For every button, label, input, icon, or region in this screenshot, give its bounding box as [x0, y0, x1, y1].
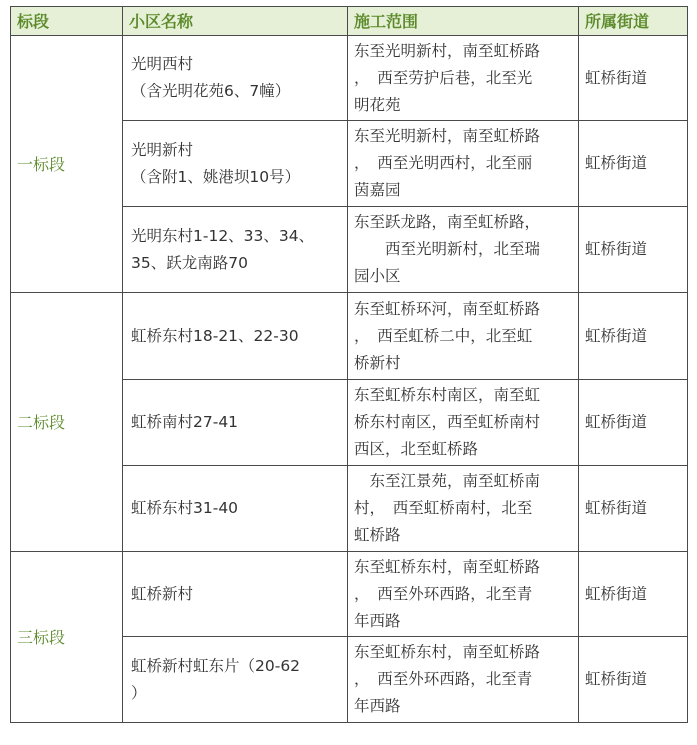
community-line: 虹桥南村27-41 [131, 413, 239, 431]
range-line: 东至光明新村，南至虹桥路 [354, 127, 541, 145]
header-range: 施工范围 [348, 7, 579, 36]
range-line: 明花苑 [354, 95, 401, 114]
range-cell [348, 380, 579, 466]
range-cell [348, 36, 579, 121]
range-line: ， 西至外环西路，北至青 [354, 584, 533, 603]
community-cell [123, 380, 348, 466]
header-community: 小区名称 [123, 7, 348, 36]
street-cell: 虹桥街道 [579, 121, 688, 207]
range-line: 西至光明新村，北至瑞 [354, 240, 541, 258]
header-row [11, 7, 688, 36]
community-line: ） [131, 683, 147, 702]
community-line: 光明西村 [131, 55, 194, 73]
range-cell [348, 293, 579, 380]
table-row [11, 552, 688, 637]
range-cell [348, 207, 579, 293]
range-line: 虹桥路 [354, 526, 401, 544]
segment-cell: 二标段 [11, 293, 123, 552]
range-line: ， 西至劳护后巷，北至光 [354, 68, 533, 87]
community-cell [123, 466, 348, 552]
community-line: （含光明花苑6、7幢） [131, 82, 291, 100]
header-street: 所属街道 [579, 7, 688, 36]
range-line: 年西路 [354, 611, 401, 630]
street-cell: 虹桥街道 [579, 637, 688, 723]
community-line: 光明新村 [131, 140, 194, 159]
range-line: ， 西至外环西路，北至青 [354, 670, 533, 688]
header-segment: 标段 [11, 7, 123, 36]
street-cell: 虹桥街道 [579, 293, 688, 380]
range-line: 茵嘉园 [354, 181, 401, 199]
range-line: 东至虹桥东村，南至虹桥路 [354, 643, 541, 661]
community-line: 虹桥东村31-40 [131, 499, 239, 517]
community-line: （含附1、姚港坝10号） [131, 167, 301, 186]
street-cell: 虹桥街道 [579, 380, 688, 466]
table-row [11, 36, 688, 121]
community-line: 虹桥东村18-21、22-30 [131, 326, 299, 345]
range-line: 桥新村 [354, 353, 401, 372]
range-cell [348, 466, 579, 552]
community-cell [123, 36, 348, 121]
street-cell: 虹桥街道 [579, 466, 688, 552]
range-line: 村， 西至虹桥南村，北至 [354, 499, 533, 517]
range-cell [348, 121, 579, 207]
range-cell [348, 637, 579, 723]
community-cell [123, 293, 348, 380]
community-cell [123, 637, 348, 723]
community-line: 虹桥新村虹东片（20-62 [131, 656, 301, 675]
range-line: 年西路 [354, 697, 401, 715]
range-line: 东至江景苑，南至虹桥南 [354, 472, 541, 490]
range-cell [348, 552, 579, 637]
range-line: ， 西至光明西村，北至丽 [354, 154, 533, 172]
range-line: 东至虹桥环河，南至虹桥路 [354, 299, 541, 318]
community-line: 35、跃龙南路70 [131, 253, 248, 272]
range-line: 东至虹桥东村，南至虹桥路 [354, 557, 541, 576]
community-line: 虹桥新村 [131, 584, 194, 603]
street-cell: 虹桥街道 [579, 207, 688, 293]
construction-table [10, 6, 688, 723]
range-line: 园小区 [354, 267, 401, 285]
community-cell [123, 121, 348, 207]
range-line: 桥东村南区，西至虹桥南村 [354, 413, 541, 431]
range-line: 西区，北至虹桥路 [354, 440, 479, 458]
segment-cell: 三标段 [11, 552, 123, 723]
street-cell: 虹桥街道 [579, 36, 688, 121]
range-line: ， 西至虹桥二中，北至虹 [354, 326, 533, 345]
street-cell: 虹桥街道 [579, 552, 688, 637]
segment-cell: 一标段 [11, 36, 123, 293]
community-line: 光明东村1-12、33、34、 [131, 226, 315, 245]
table-row [11, 293, 688, 380]
community-cell [123, 207, 348, 293]
range-line: 东至跃龙路，南至虹桥路， [354, 213, 541, 231]
community-cell [123, 552, 348, 637]
range-line: 东至光明新村，南至虹桥路 [354, 41, 541, 60]
range-line: 东至虹桥东村南区，南至虹 [354, 386, 541, 404]
